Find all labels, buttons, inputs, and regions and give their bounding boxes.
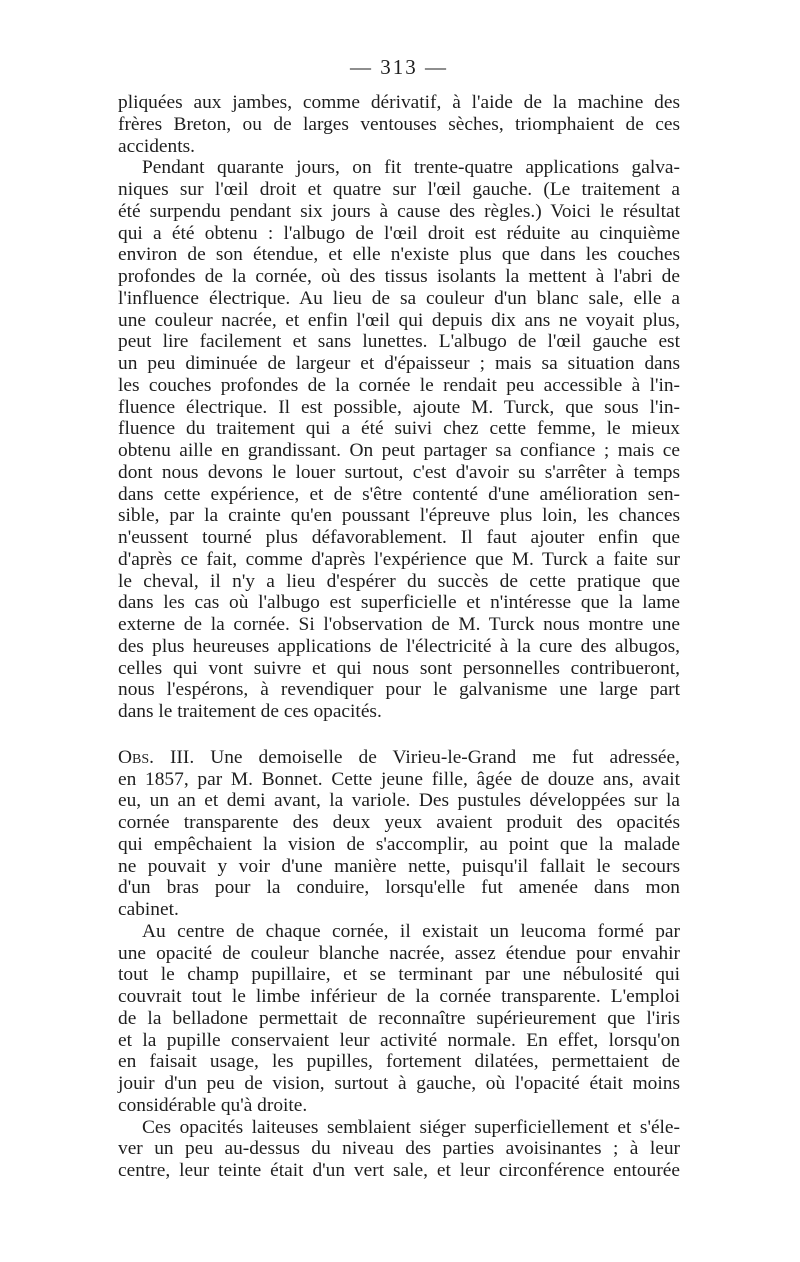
text-line: Au centre de chaque cornée, il existait un leucoma formé par — [142, 920, 680, 942]
text-line: pliquées aux jambes, comme dérivatif, à l'aide de la machine des — [118, 92, 680, 113]
page-number: — 313 — — [350, 55, 448, 79]
text-line: frères Breton, ou de larges ventouses sèches, triomphaient de ces — [118, 113, 680, 135]
text-line: été surpendu pendant six jours à cause des règles.) Voici le résultat — [118, 200, 680, 222]
section-gap — [118, 723, 680, 747]
text-line: considérable qu'à droite. — [118, 1094, 308, 1116]
text-line: cornée transparente des deux yeux avaient produit des opacités — [118, 812, 680, 833]
text-line: fluence du traitement qui a été suivi chez cette femme, le mieux — [118, 418, 680, 440]
observation-label: Obs. III. — [118, 746, 195, 768]
text-line: n'eussent tourné plus défavorablement. Il faut ajouter enfin que — [118, 527, 680, 548]
text-line: dont nous devons le louer surtout, c'est d'avoir su s'arrêter à temps — [118, 461, 680, 483]
paragraph-continuation — [118, 92, 680, 157]
text-line: peut lire facilement et sans lunettes. L'albugo de l'œil gauche est — [118, 331, 680, 353]
text-line: qui a été obtenu : l'albugo de l'œil droit est réduite au cinquième — [118, 222, 680, 244]
paragraph-opacities — [118, 1117, 680, 1182]
text-line: centre, leur teinte était d'un vert sale, et leur circonférence entourée — [118, 1160, 680, 1181]
text-line: profondes de la cornée, où des tissus isolants la mettent à l'abri de — [118, 266, 680, 287]
text-line: externe de la cornée. Si l'observation de M. Turck nous montre une — [118, 614, 680, 635]
text-line: les couches profondes de la cornée le rendait peu accessible à l'in- — [118, 374, 680, 396]
text-line: ne pouvait y voir d'une manière nette, puisqu'il fallait le secours — [118, 855, 680, 877]
text-line: Ces opacités laiteuses semblaient siéger superficiellement et s'éle- — [142, 1116, 680, 1138]
text-line: couvrait tout le limbe inférieur de la cornée transparente. L'emploi — [118, 986, 680, 1007]
text-line: et la pupille conservaient leur activité normale. En effet, lorsqu'on — [118, 1029, 680, 1051]
text-line: environ de son étendue, et elle n'existe plus que dans les couches — [118, 244, 680, 266]
text-line: l'influence électrique. Au lieu de sa couleur d'un blanc sale, elle a — [118, 287, 680, 309]
text-line: celles qui vont suivre et qui nous sont personnelles contribueront, — [118, 657, 680, 679]
text-line: une couleur nacrée, et enfin l'œil qui depuis dix ans ne voyait plus, — [118, 309, 680, 331]
text-line-content: Une demoiselle de Virieu-le-Grand me fut adressée, — [210, 746, 680, 768]
text-line: Pendant quarante jours, on fit trente-quatre applications galva- — [142, 157, 680, 179]
text-line — [118, 747, 680, 769]
text-line: dans cette expérience, et de s'être contenté d'une amélioration sen- — [118, 483, 680, 505]
text-line: de la belladone permettait de reconnaître supérieurement que l'iris — [118, 1007, 680, 1029]
text-line: en faisait usage, les pupilles, fortement dilatées, permettaient de — [118, 1051, 680, 1073]
text-line: dans les cas où l'albugo est superficielle et n'intéresse que la lame — [118, 592, 680, 614]
text-line: le cheval, il n'y a lieu d'espérer du succès de cette pratique que — [118, 570, 680, 592]
text-line: cabinet. — [118, 899, 179, 920]
paragraph-treatment-results — [118, 157, 680, 723]
text-line: qui empêchaient la vision de s'accomplir, au point que la malade — [118, 833, 680, 855]
text-line: un peu diminuée de largeur et d'épaisseur ; mais sa situation dans — [118, 353, 680, 374]
text-line: sible, par la crainte qu'en poussant l'épreuve plus loin, les chances — [118, 505, 680, 527]
text-line: d'après ce fait, comme d'après l'expérience que M. Turck a faite sur — [118, 548, 680, 570]
text-line: d'un bras pour la conduire, lorsqu'elle fut amenée dans mon — [118, 877, 680, 899]
text-line: ver un peu au-dessus du niveau des parties avoisinantes ; à leur — [118, 1138, 680, 1160]
text-line: des plus heureuses applications de l'électricité à la cure des albugos, — [118, 635, 680, 657]
text-line: accidents. — [118, 135, 195, 157]
book-page — [118, 52, 680, 1182]
text-line: tout le champ pupillaire, et se terminant par une nébulosité qui — [118, 964, 680, 986]
text-line: fluence électrique. Il est possible, ajoute M. Turck, que sous l'in- — [118, 396, 680, 418]
paragraph-observation-3 — [118, 747, 680, 921]
text-line: jouir d'un peu de vision, surtout à gauche, où l'opacité était moins — [118, 1073, 680, 1094]
text-line: nous l'espérons, à revendiquer pour le galvanisme une large part — [118, 679, 680, 701]
text-line: en 1857, par M. Bonnet. Cette jeune fille, âgée de douze ans, avait — [118, 768, 680, 790]
text-line: dans le traitement de ces opacités. — [118, 701, 382, 722]
text-line: niques sur l'œil droit et quatre sur l'œil gauche. (Le traitement a — [118, 179, 680, 200]
text-line: une opacité de couleur blanche nacrée, assez étendue pour envahir — [118, 942, 680, 964]
text-line: obtenu aille en grandissant. On peut partager sa confiance ; mais ce — [118, 440, 680, 461]
paragraph-leucoma — [118, 921, 680, 1117]
text-line: eu, un an et demi avant, la variole. Des pustules développées sur la — [118, 790, 680, 812]
